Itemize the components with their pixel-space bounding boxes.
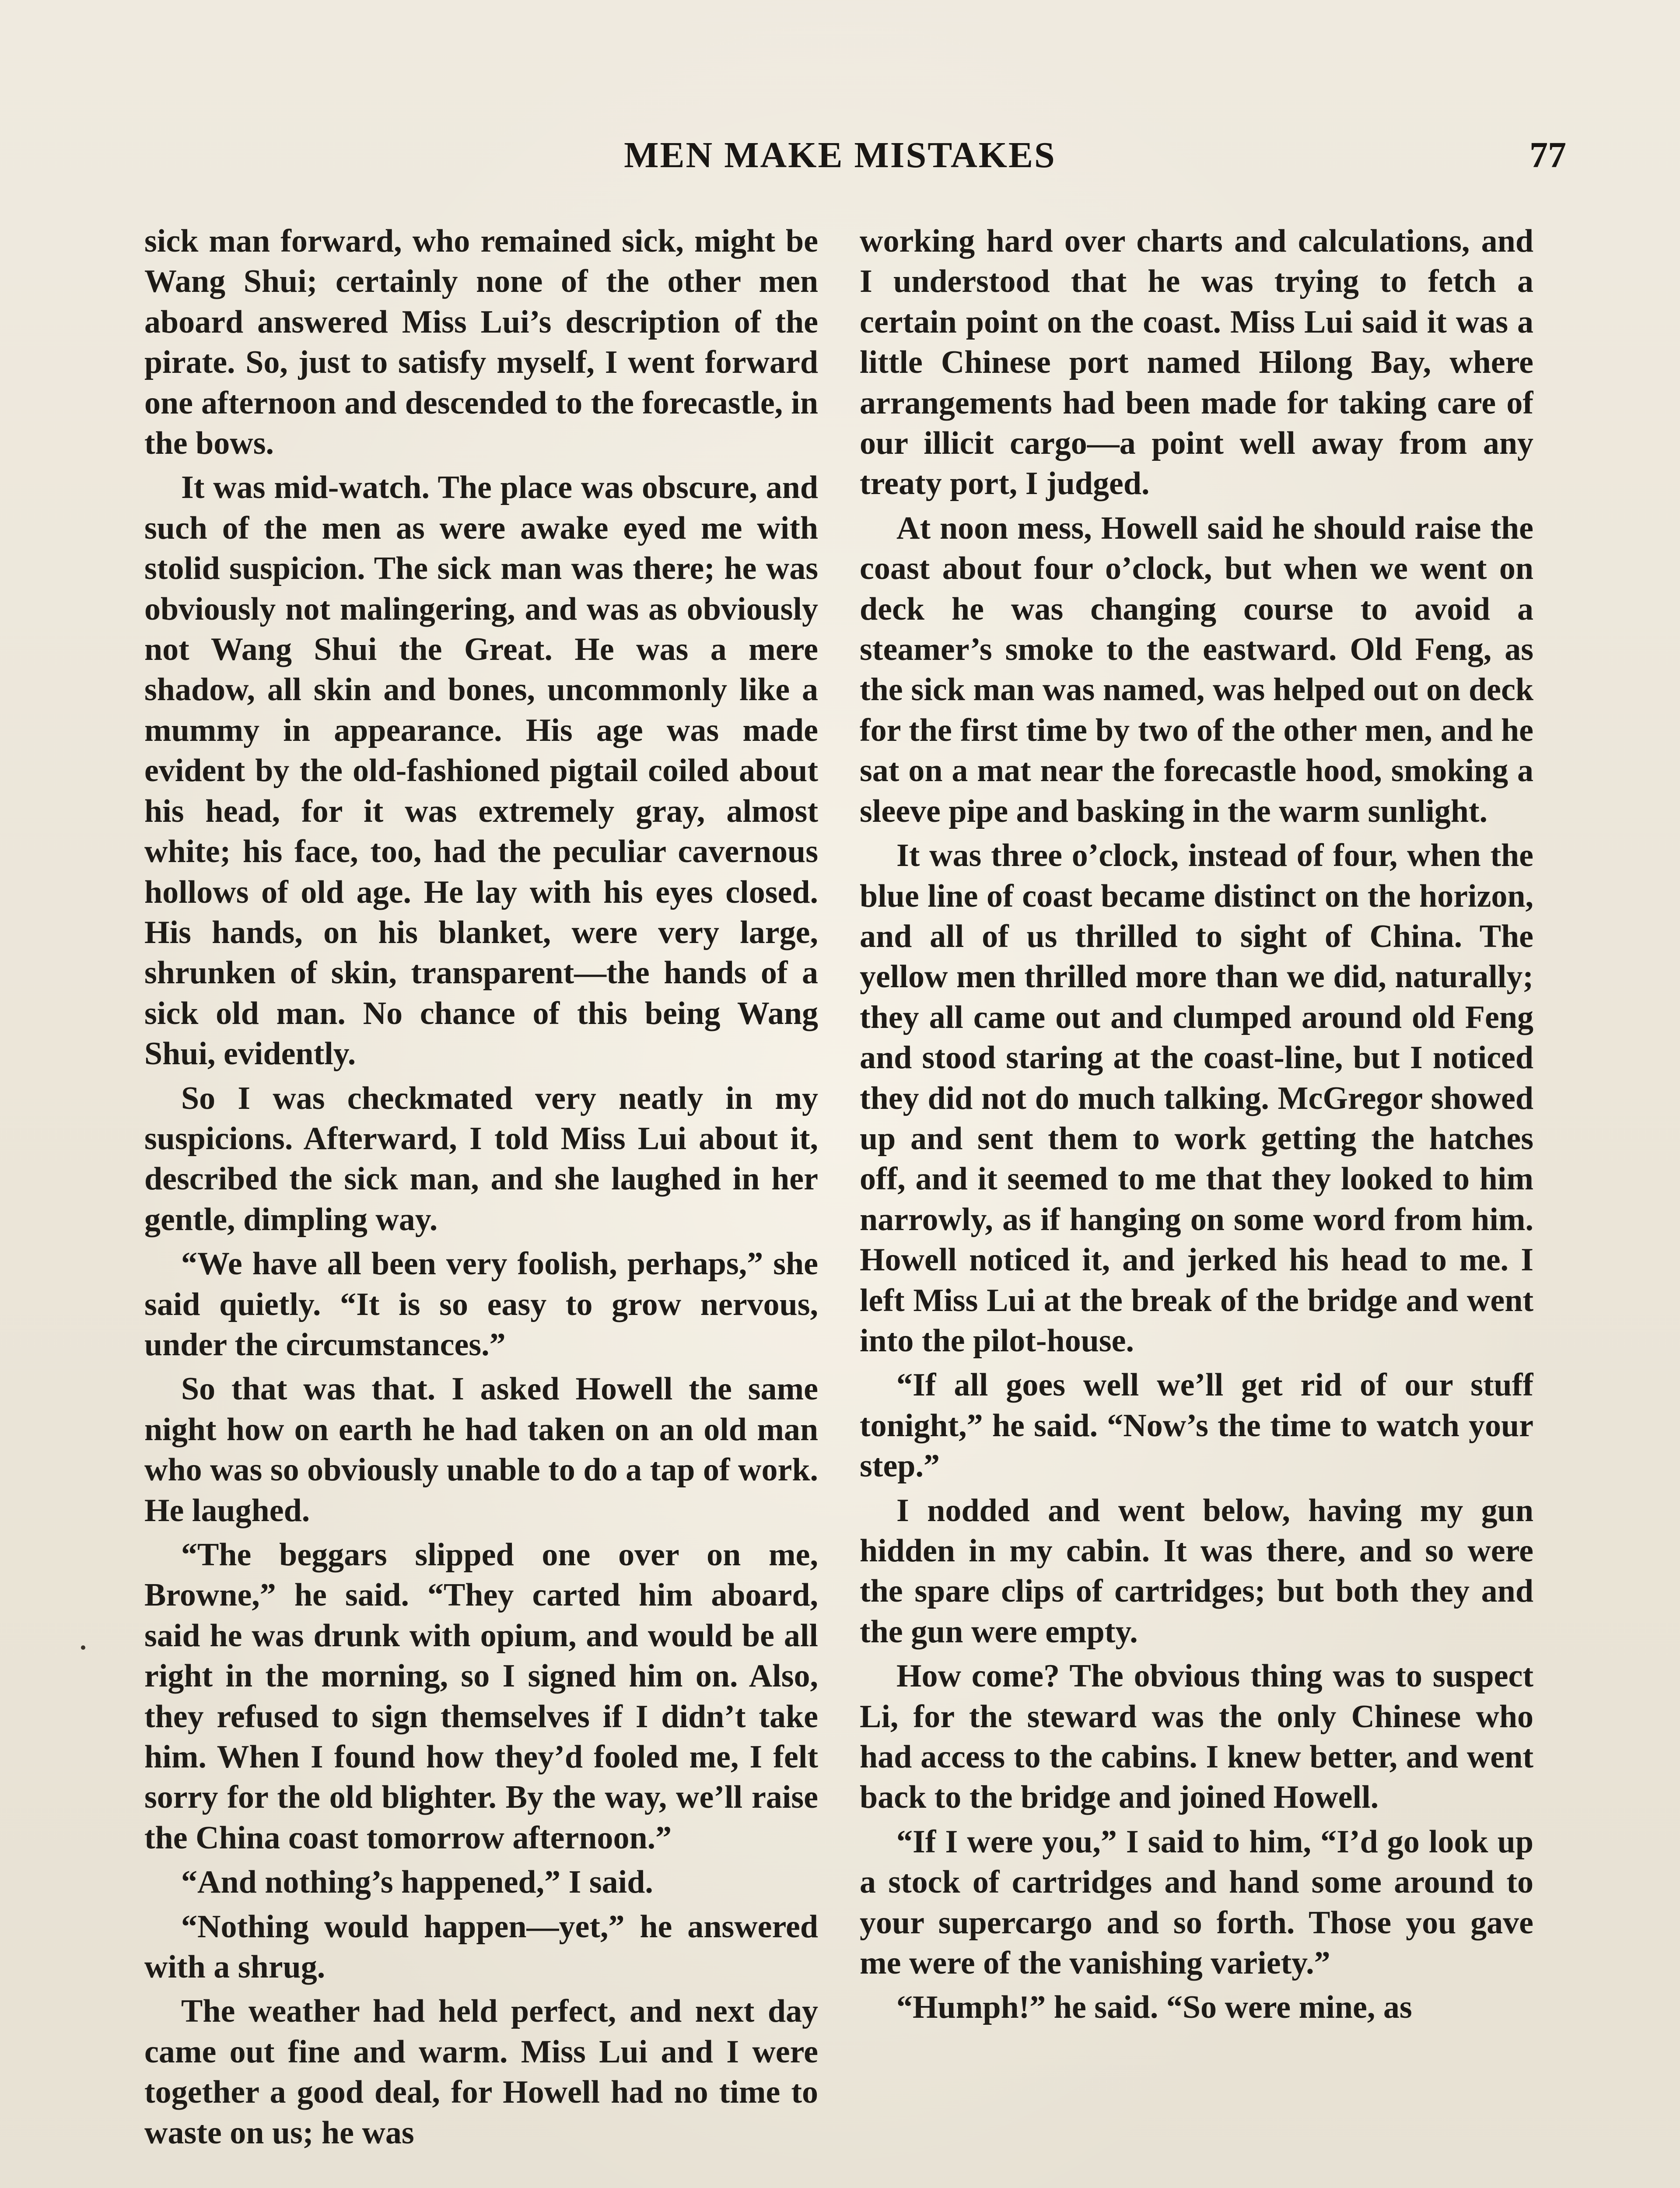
paragraph: “If I were you,” I said to him, “I’d go look up a stock of cartridges and hand some around to your supercargo and so forth. Those you gave me were of the vanishing variety.” xyxy=(860,1823,1533,1981)
paragraph: I nodded and went below, having my gun hidden in my cabin. It was there, and so were the spare clips of cartridges; but both they and the gun were empty. xyxy=(860,1492,1533,1650)
page-number: 77 xyxy=(1530,135,1566,175)
paragraph: It was mid-watch. The place was obscure, and such of the men as were awake eyed me with stolid suspicion. The sick man was there; he was obviously not malingering, and was as obviously not Wang Shui the Great. He was a mere shadow, all skin and bones, uncommonly like a mummy in appearance. His age was made evident by the old-fashioned pigtail coiled about his head, for it was extremely gray, almost white; his face, too, had the peculiar cavernous hollows of old age. He lay with his eyes closed. His hands, on his blanket, were very large, shrunken of skin, transparent—the hands of a sick old man. No chance of this being Wang Shui, evidently. xyxy=(144,470,818,1072)
paragraph: working hard over charts and calculations, and I understood that he was trying to fetch a certain point on the coast. Miss Lui said it was a little Chinese port named Hilong Bay, where arrangements had been made for taking care of our illicit cargo—a point well away from any treaty port, I judged. xyxy=(860,223,1533,502)
paragraph: sick man forward, who remained sick, might be Wang Shui; certainly none of the other men aboard answered Miss Lui’s description of the pirate. So, just to satisfy myself, I went forward one afternoon and descended to the forecastle, in the bows. xyxy=(144,223,818,462)
left-column xyxy=(144,221,818,2188)
paragraph: At noon mess, Howell said he should raise the coast about four o’clock, but when we went on deck he was changing course to avoid a steamer’s smoke to the eastward. Old Feng, as the sick man was named, was helped out on deck for the first time by two of the other men, and he sat on a mat near the forecastle hood, smoking a sleeve pipe and basking in the warm sunlight. xyxy=(860,510,1533,829)
ink-speck xyxy=(81,1645,85,1650)
paragraph: “Humph!” he said. “So were mine, as xyxy=(896,1989,1412,2026)
paragraph: “The beggars slipped one over on me, Browne,” he said. “They carted him aboard, said he was drunk with opium, and would be all right in the morning, so I signed him on. Also, they refused to sign themselves if I didn’t take him. When I found how they’d fooled me, I felt sorry for the old blighter. By the way, we’ll raise the China coast tomorrow afternoon.” xyxy=(144,1537,818,1856)
running-head xyxy=(0,131,1680,179)
paragraph: So I was checkmated very neatly in my suspicions. Afterward, I told Miss Lui about it, described the sick man, and she laughed in her gentle, dimpling way. xyxy=(144,1080,818,1238)
paragraph: “Nothing would happen—yet,” he answered with a shrug. xyxy=(144,1908,818,1985)
right-column xyxy=(860,221,1533,2188)
running-title: MEN MAKE MISTAKES xyxy=(624,135,1056,175)
paragraph: “We have all been very foolish, perhaps,” she said quietly. “It is so easy to grow nervous, under the circumstances.” xyxy=(144,1246,818,1363)
paragraph: So that was that. I asked Howell the same night how on earth he had taken on an old man who was so obviously unable to do a tap of work. He laughed. xyxy=(144,1371,818,1529)
paragraph: The weather had held perfect, and next day came out fine and warm. Miss Lui and I were together a good deal, for Howell had no time to waste on us; he was xyxy=(144,1993,818,2151)
paragraph: How come? The obvious thing was to suspect Li, for the steward was the only Chinese who had access to the cabins. I knew better, and went back to the bridge and joined Howell. xyxy=(860,1658,1533,1816)
paragraph: “If all goes well we’ll get rid of our stuff tonight,” he said. “Now’s the time to watch your step.” xyxy=(860,1367,1533,1484)
paragraph: It was three o’clock, instead of four, when the blue line of coast became distinct on the horizon, and all of us thrilled to sight of China. The yellow men thrilled more than we did, naturally; they all came out and clumped around old Feng and stood staring at the coast-line, but I noticed they did not do much talking. McGregor showed up and sent them to work getting the hatches off, and it seemed to me that they looked to him narrowly, as if hanging on some word from him. Howell noticed it, and jerked his head to me. I left Miss Lui at the break of the bridge and went into the pilot-house. xyxy=(860,838,1533,1359)
paragraph: “And nothing’s happened,” I said. xyxy=(181,1864,653,1900)
